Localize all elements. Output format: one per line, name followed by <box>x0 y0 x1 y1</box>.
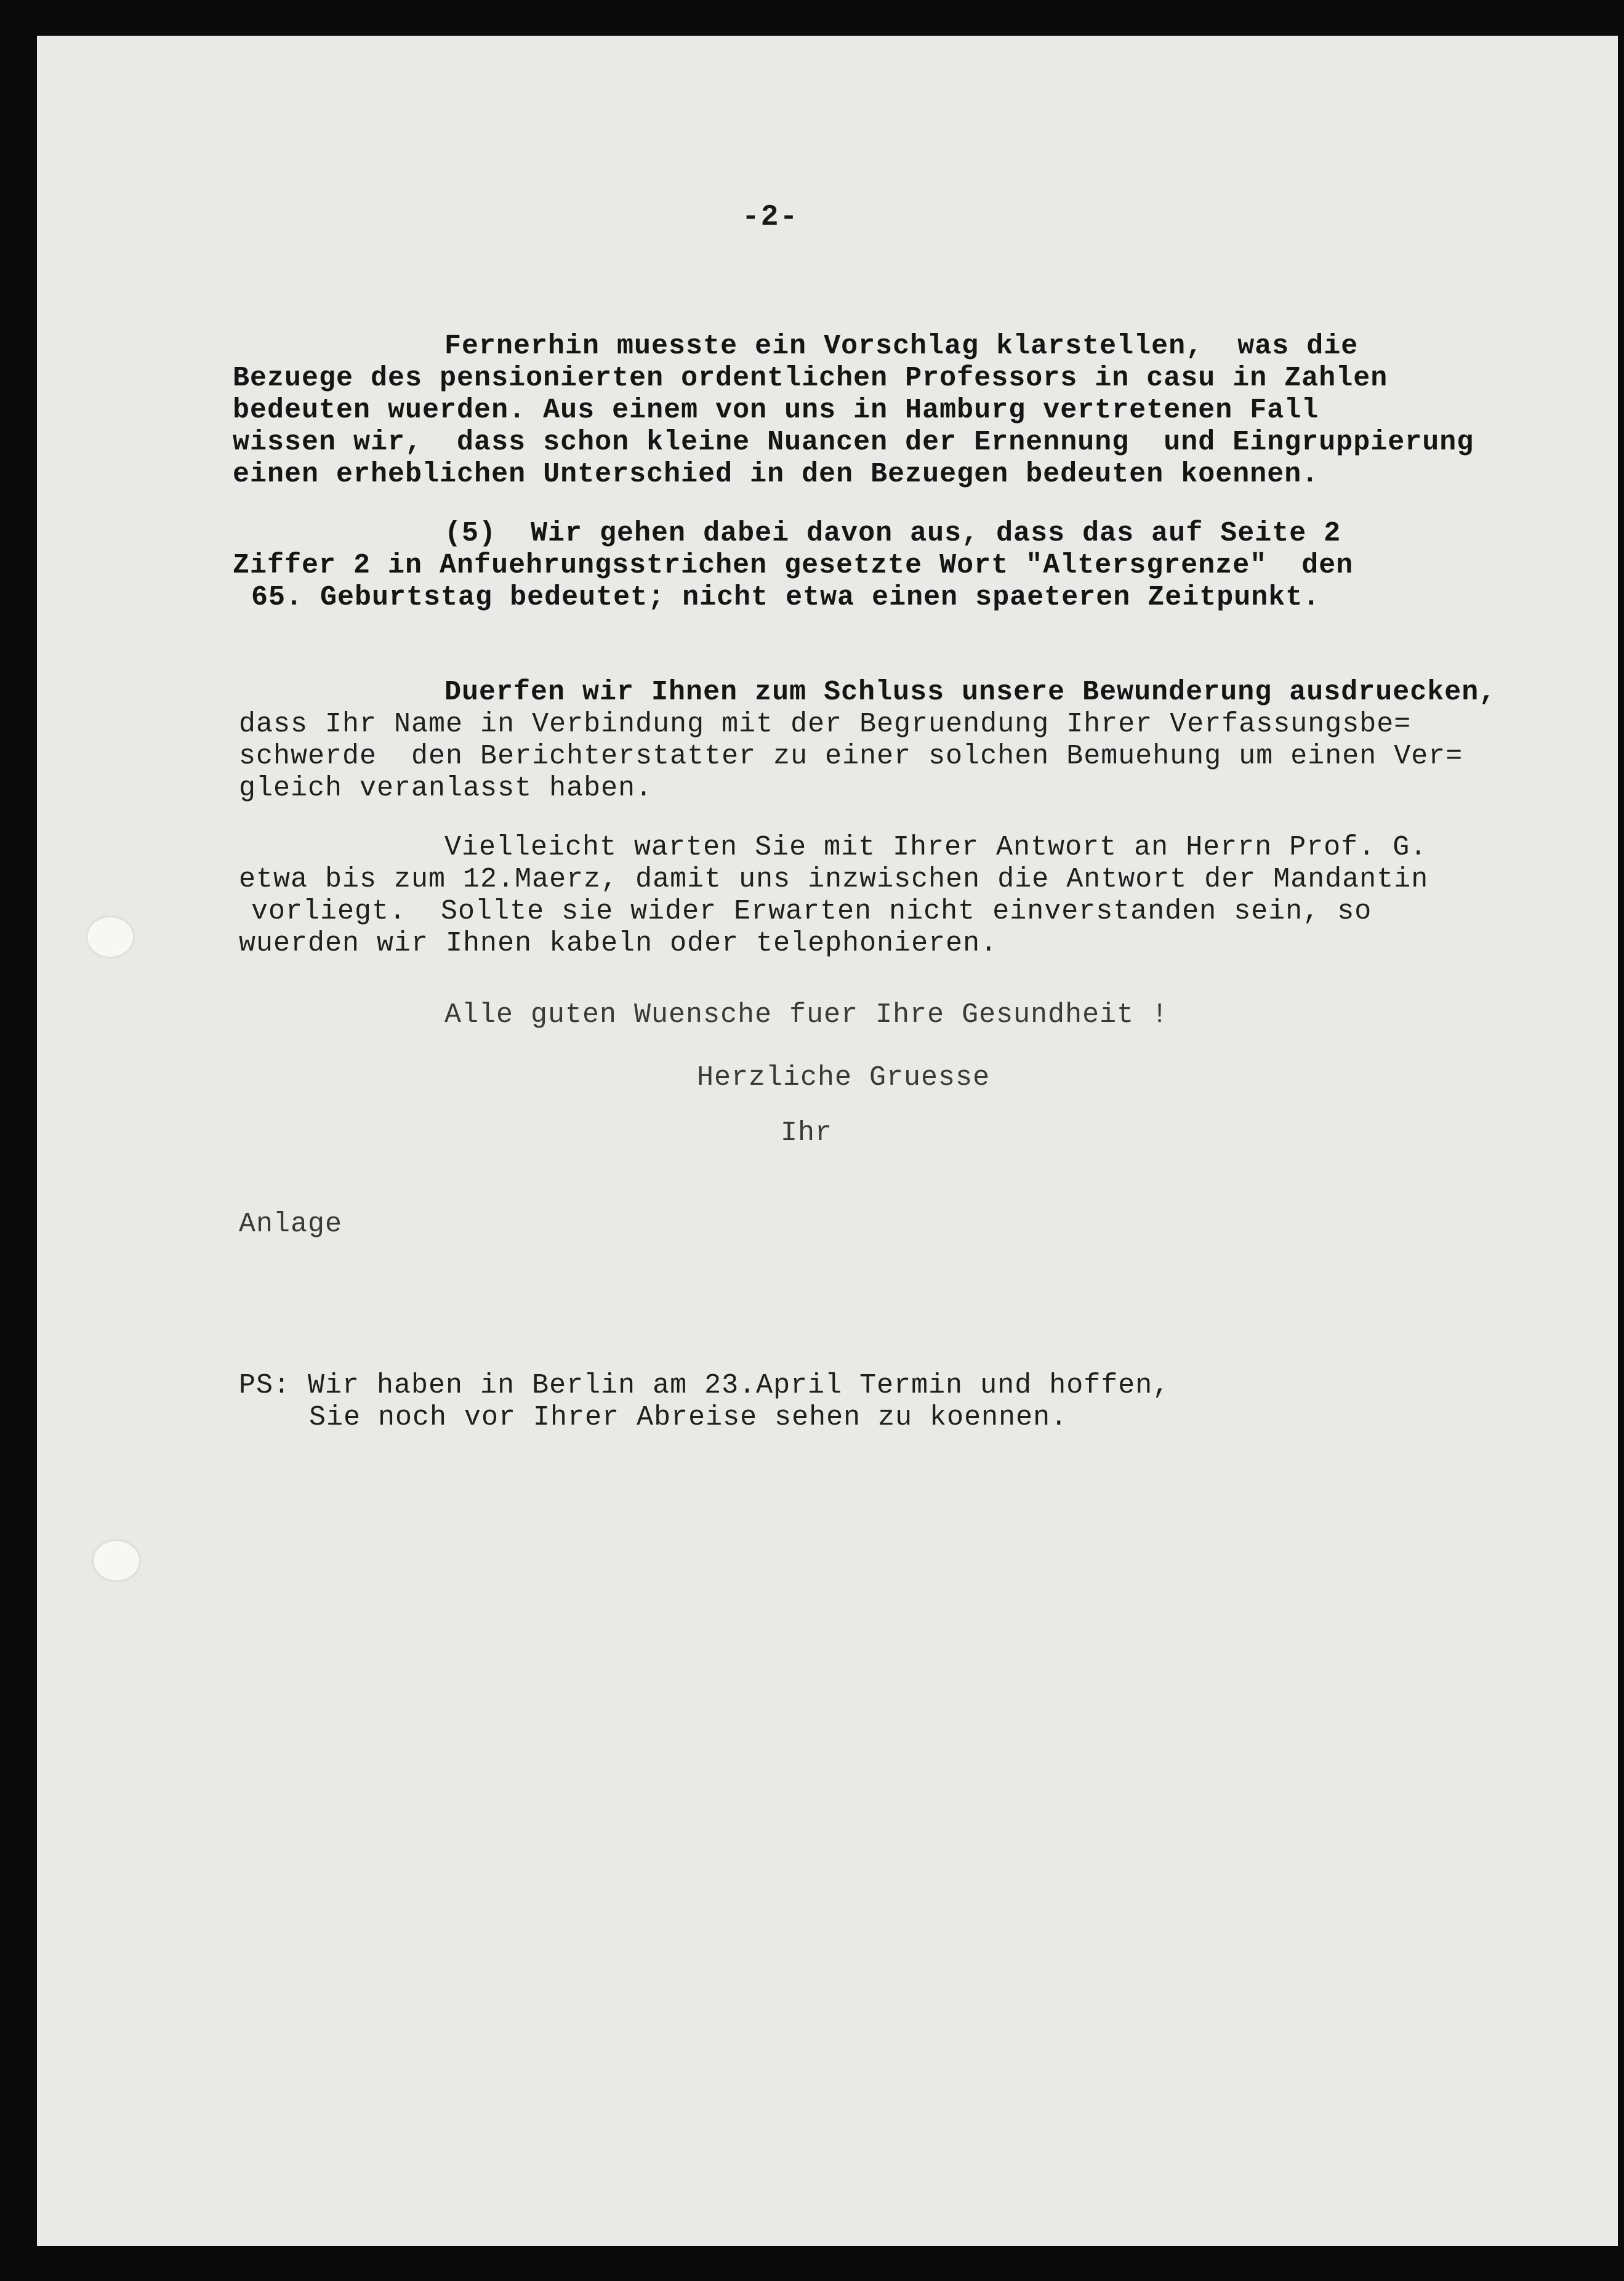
paragraph4-line-3: vorliegt. Sollte sie wider Erwarten nicht einverstanden sein, so <box>251 896 1372 927</box>
closing-line: Herzliche Gruesse <box>697 1062 991 1093</box>
paragraph1-line-4: wissen wir, dass schon kleine Nuancen der Ernennung und Eingruppierung <box>233 427 1474 458</box>
enclosure-line: Anlage <box>239 1209 343 1240</box>
signature-line: Ihr <box>781 1117 833 1149</box>
paragraph1-line-1: Fernerhin muesste ein Vorschlag klarstellen, was die <box>444 331 1359 362</box>
paragraph3-line-1: Duerfen wir Ihnen zum Schluss unsere Bewunderung ausdruecken, <box>444 677 1497 708</box>
page-number: -2- <box>742 201 799 234</box>
paragraph1-line-2: Bezuege des pensionierten ordentlichen Professors in casu in Zahlen <box>233 363 1388 394</box>
paragraph2-line-2: Ziffer 2 in Anfuehrungsstrichen gesetzte Wort "Altersgrenze" den <box>233 550 1354 581</box>
document-page <box>37 36 1618 2246</box>
paragraph4-line-2: etwa bis zum 12.Maerz, damit uns inzwischen die Antwort der Mandantin <box>239 864 1429 895</box>
paragraph3-line-4: gleich veranlasst haben. <box>239 773 653 804</box>
paragraph3-line-3: schwerde den Berichterstatter zu einer solchen Bemuehung um einen Ver= <box>239 741 1463 772</box>
paragraph4-line-4: wuerden wir Ihnen kabeln oder telephonieren. <box>239 928 998 959</box>
paragraph2-line-3: 65. Geburtstag bedeutet; nicht etwa einen spaeteren Zeitpunkt. <box>251 582 1321 613</box>
wishes-line: Alle guten Wuensche fuer Ihre Gesundheit ! <box>444 999 1169 1031</box>
paragraph4-line-1: Vielleicht warten Sie mit Ihrer Antwort an Herrn Prof. G. <box>444 832 1428 863</box>
paragraph1-line-5: einen erheblichen Unterschied in den Bezuegen bedeuten koennen. <box>233 459 1319 490</box>
paragraph2-line-1: (5) Wir gehen dabei davon aus, dass das auf Seite 2 <box>444 518 1341 549</box>
paragraph3-line-2: dass Ihr Name in Verbindung mit der Begruendung Ihrer Verfassungsbe= <box>239 709 1412 740</box>
punch-hole-lower <box>94 1541 139 1580</box>
postscript-line-1: PS: Wir haben in Berlin am 23.April Termin und hoffen, <box>239 1370 1170 1401</box>
punch-hole-upper <box>87 917 133 957</box>
postscript-line-2: Sie noch vor Ihrer Abreise sehen zu koennen. <box>309 1402 1068 1433</box>
paragraph1-line-3: bedeuten wuerden. Aus einem von uns in Hamburg vertretenen Fall <box>233 395 1319 426</box>
